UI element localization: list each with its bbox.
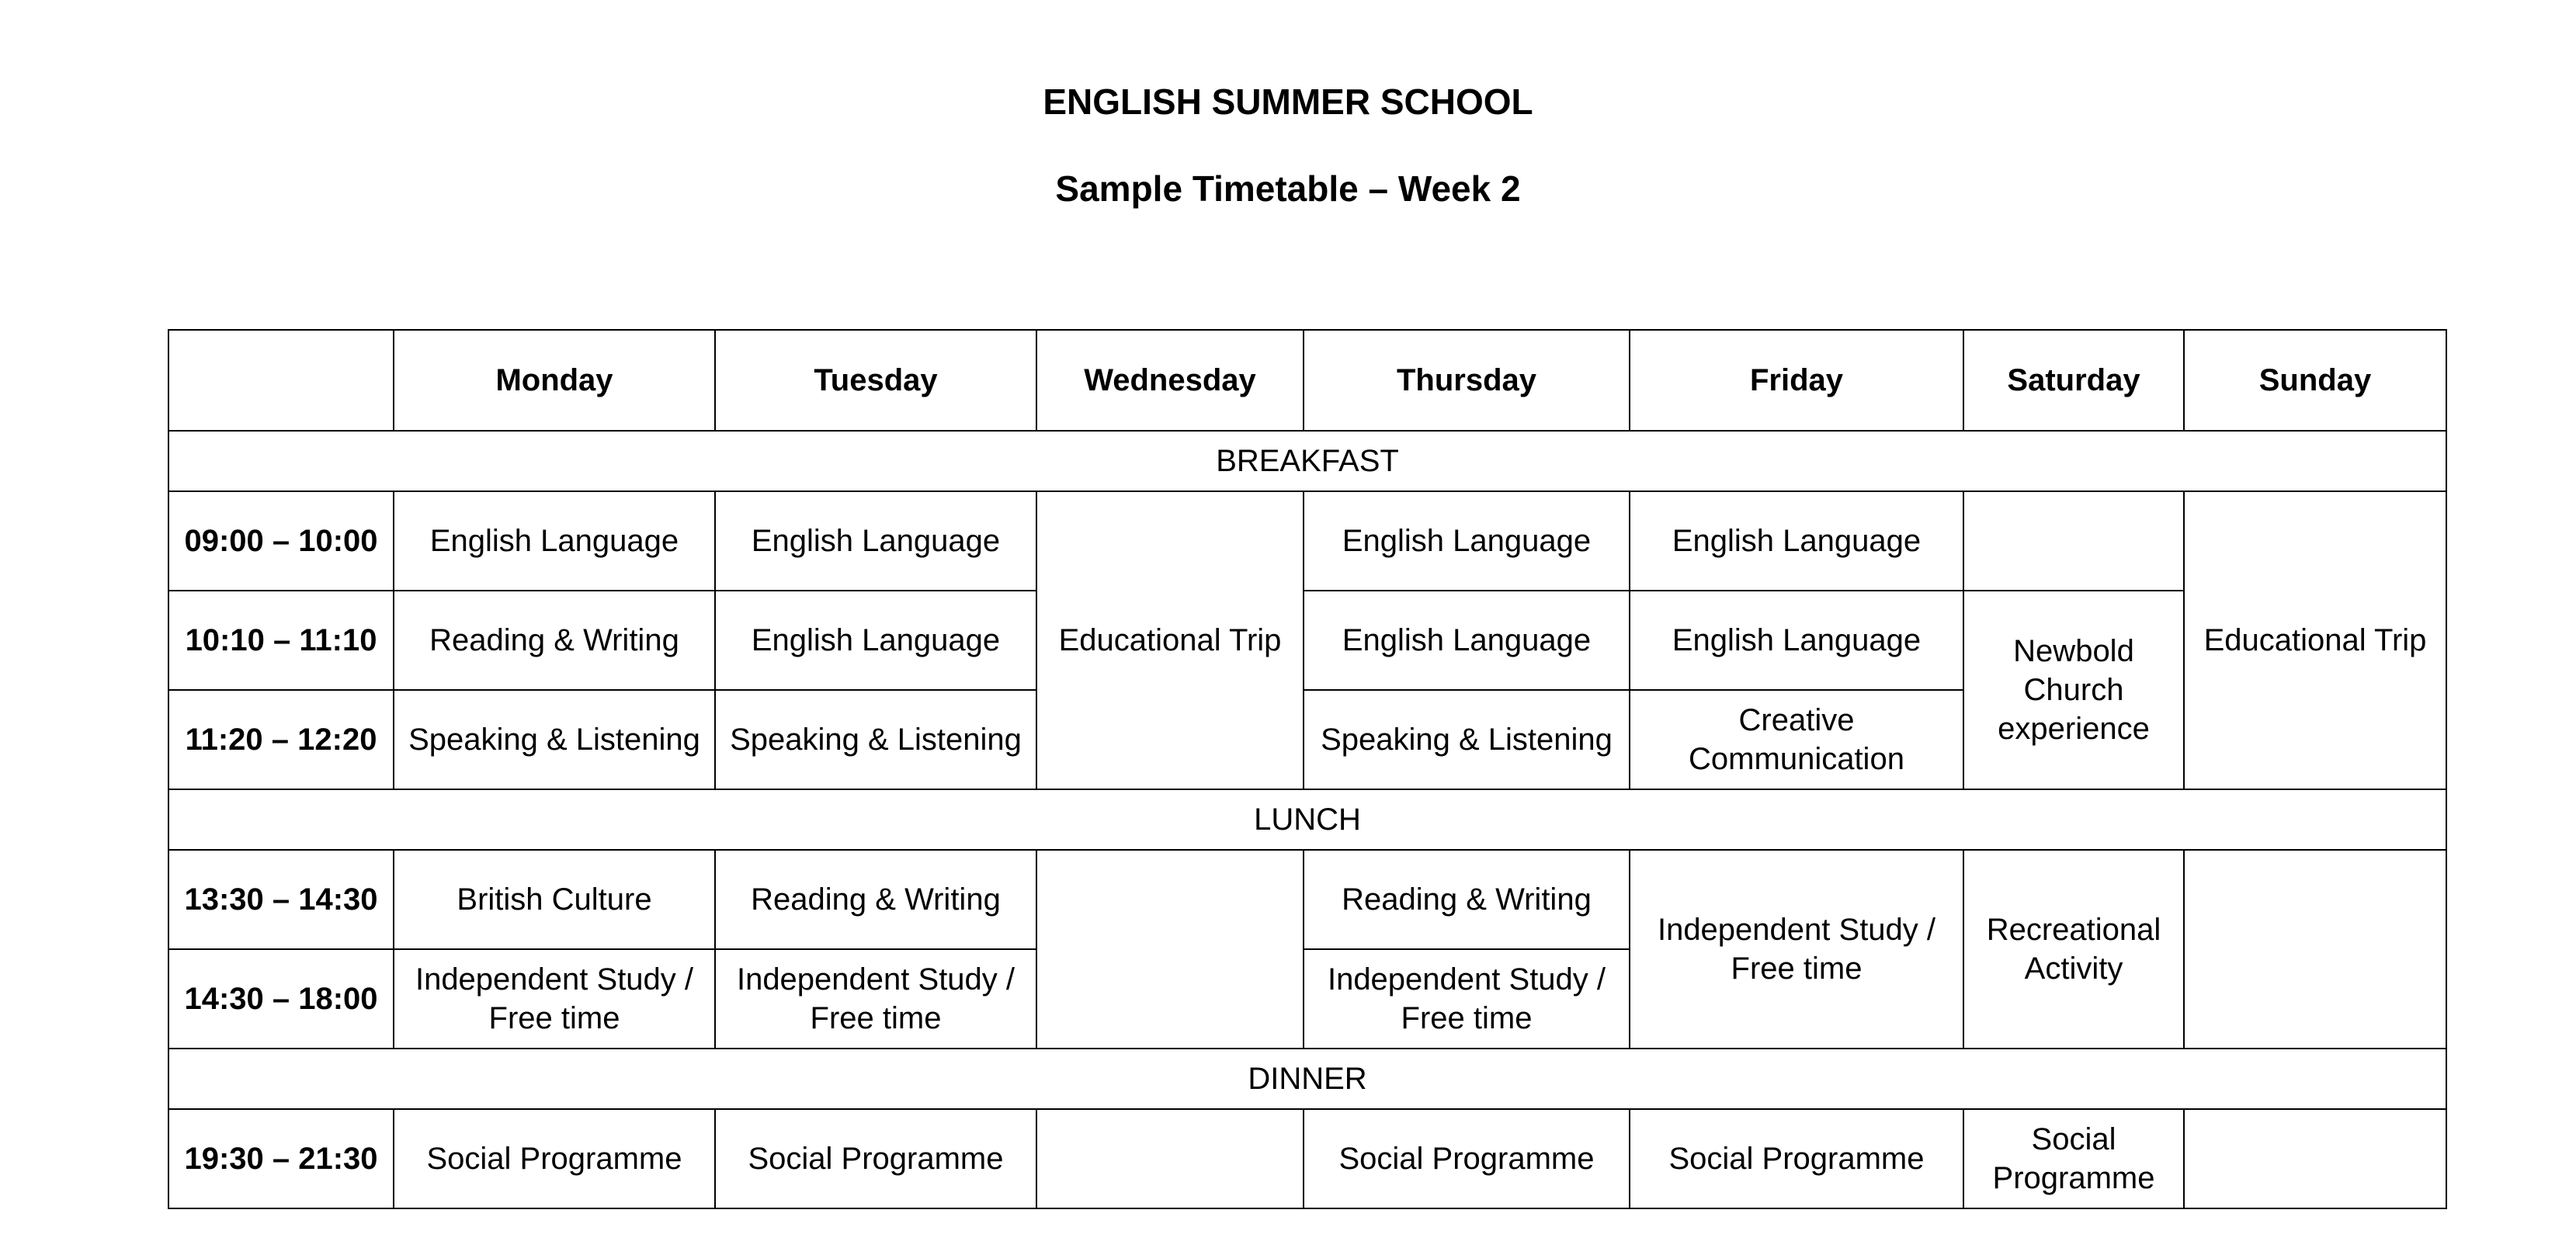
empty-cell	[2184, 850, 2446, 1049]
day-header-wednesday: Wednesday	[1036, 330, 1304, 431]
session-cell: Social Programme	[1630, 1109, 1963, 1208]
time-slot-label: 13:30 – 14:30	[168, 850, 394, 949]
saturday-recreational-cell: Recreational Activity	[1963, 850, 2184, 1049]
table-row	[168, 1109, 2446, 1208]
empty-cell	[1036, 850, 1304, 1049]
session-cell: Independent Study / Free time	[715, 949, 1036, 1049]
day-header-monday: Monday	[394, 330, 715, 431]
timetable	[168, 329, 2447, 1209]
session-cell: Social Programme	[715, 1109, 1036, 1208]
document-subtitle: Sample Timetable – Week 2	[1055, 168, 1521, 209]
session-cell: Social Programme	[394, 1109, 715, 1208]
wednesday-educational-trip-cell: Educational Trip	[1036, 491, 1304, 789]
lunch-label: LUNCH	[168, 789, 2446, 850]
time-slot-label: 14:30 – 18:00	[168, 949, 394, 1049]
time-slot-label: 10:10 – 11:10	[168, 591, 394, 690]
corner-cell	[168, 330, 394, 431]
day-header-thursday: Thursday	[1304, 330, 1630, 431]
session-cell: Social Programme	[1963, 1109, 2184, 1208]
session-cell: English Language	[715, 491, 1036, 591]
friday-independent-study-cell: Independent Study / Free time	[1630, 850, 1963, 1049]
time-slot-label: 11:20 – 12:20	[168, 690, 394, 789]
session-cell: English Language	[1630, 591, 1963, 690]
session-cell: English Language	[715, 591, 1036, 690]
session-cell: Reading & Writing	[715, 850, 1036, 949]
session-cell: Speaking & Listening	[394, 690, 715, 789]
session-cell: Reading & Writing	[394, 591, 715, 690]
lunch-row	[168, 789, 2446, 850]
session-cell: Social Programme	[1304, 1109, 1630, 1208]
breakfast-label: BREAKFAST	[168, 431, 2446, 491]
session-cell: English Language	[394, 491, 715, 591]
empty-cell	[1963, 491, 2184, 591]
document-title: ENGLISH SUMMER SCHOOL	[1043, 81, 1533, 122]
day-header-sunday: Sunday	[2184, 330, 2446, 431]
day-header-saturday: Saturday	[1963, 330, 2184, 431]
empty-cell	[2184, 1109, 2446, 1208]
table-row	[168, 591, 2446, 690]
session-cell: Reading & Writing	[1304, 850, 1630, 949]
day-header-friday: Friday	[1630, 330, 1963, 431]
table-row	[168, 850, 2446, 949]
dinner-row	[168, 1049, 2446, 1109]
time-slot-label: 19:30 – 21:30	[168, 1109, 394, 1208]
sunday-educational-trip-cell: Educational Trip	[2184, 491, 2446, 789]
session-cell: English Language	[1304, 591, 1630, 690]
session-cell: Independent Study / Free time	[394, 949, 715, 1049]
dinner-label: DINNER	[168, 1049, 2446, 1109]
session-cell: Independent Study / Free time	[1304, 949, 1630, 1049]
table-row	[168, 491, 2446, 591]
header-row	[168, 330, 2446, 431]
session-cell: Creative Communication	[1630, 690, 1963, 789]
session-cell: English Language	[1304, 491, 1630, 591]
session-cell: Speaking & Listening	[715, 690, 1036, 789]
empty-cell	[1036, 1109, 1304, 1208]
saturday-church-cell: Newbold Church experience	[1963, 591, 2184, 789]
session-cell: Speaking & Listening	[1304, 690, 1630, 789]
breakfast-row	[168, 431, 2446, 491]
session-cell: British Culture	[394, 850, 715, 949]
time-slot-label: 09:00 – 10:00	[168, 491, 394, 591]
day-header-tuesday: Tuesday	[715, 330, 1036, 431]
session-cell: English Language	[1630, 491, 1963, 591]
